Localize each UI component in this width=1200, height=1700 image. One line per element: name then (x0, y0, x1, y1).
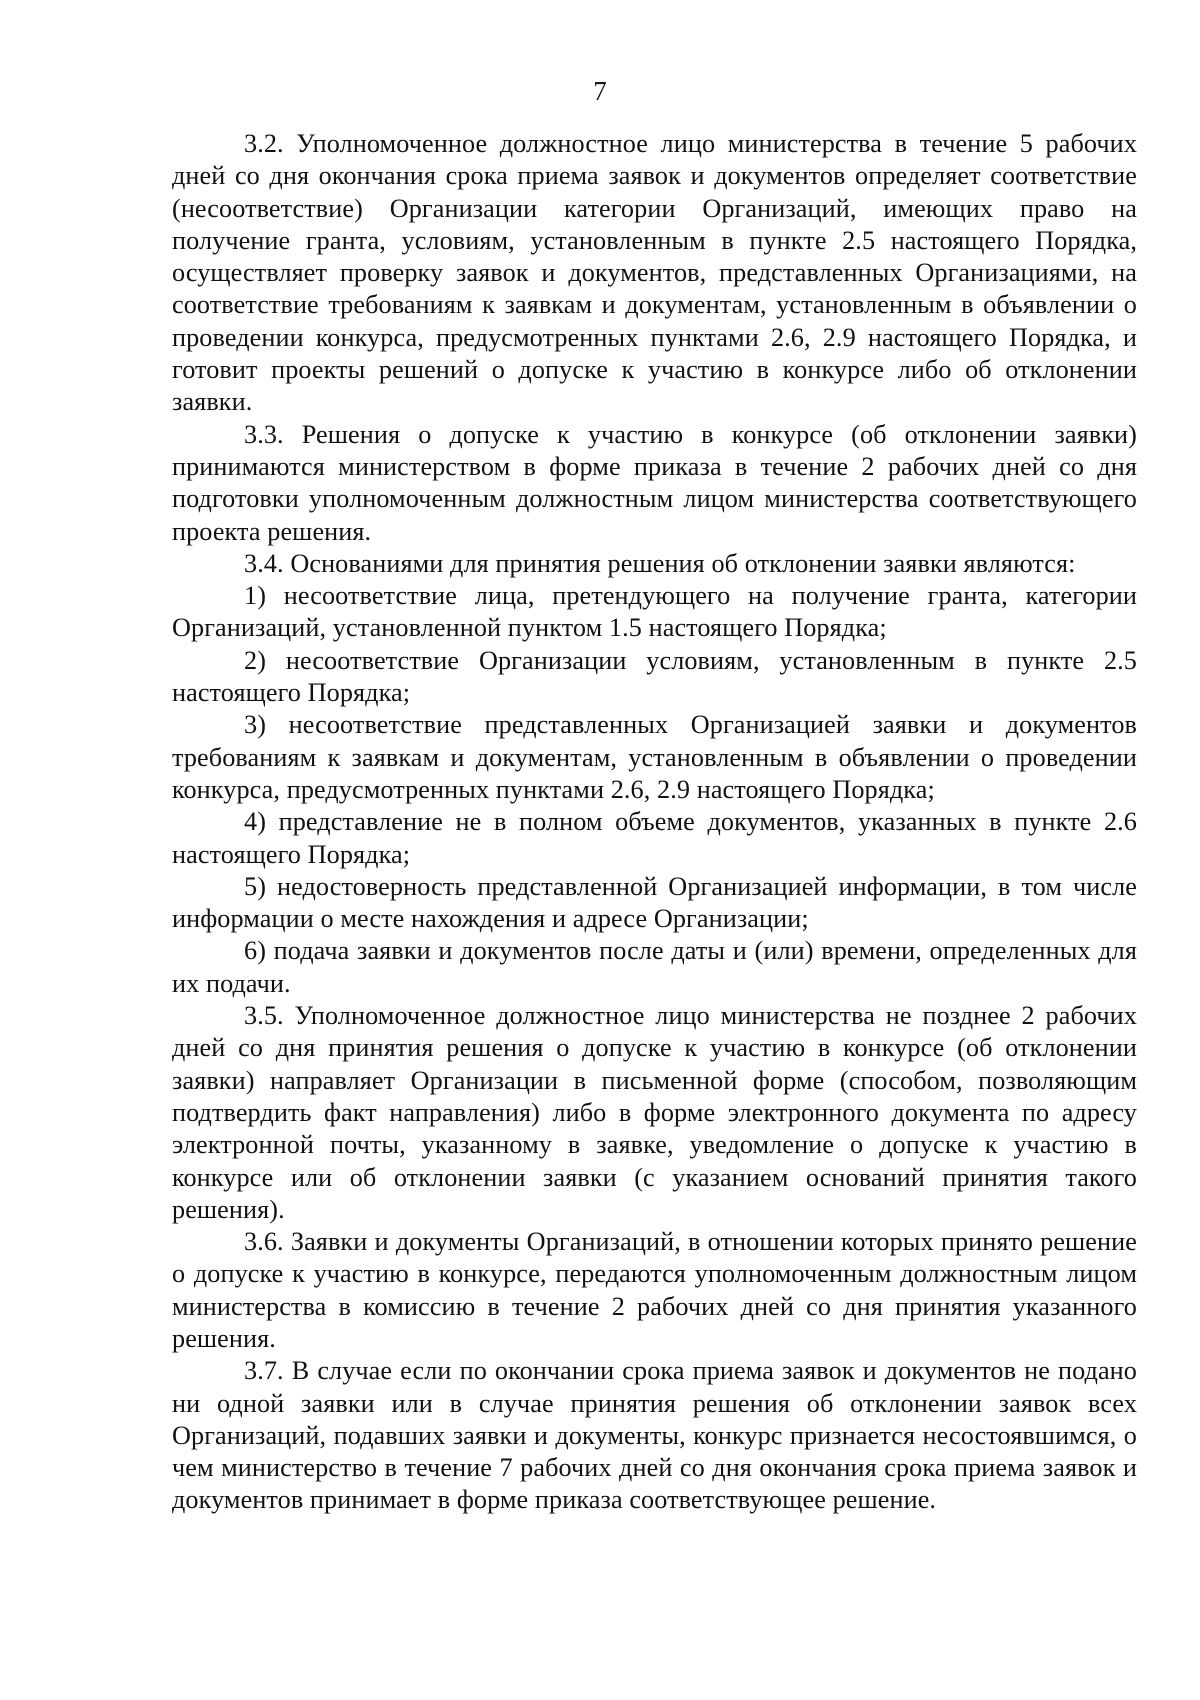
list-item-4: 4) представление не в полном объеме документов, указанных в пункте 2.6 настоящего Порядка; (172, 807, 1137, 869)
list-item-3: 3) несоответствие представленных Организацией заявки и документов требованиям к заявкам и документам, установленным в объявлении о проведении конкурса, предусмотренных пунктами 2.6, 2.9 настоящего Порядка; (172, 710, 1137, 804)
paragraph-3-3: 3.3. Решения о допуске к участию в конкурсе (об отклонении заявки) принимаются министерством в форме приказа в течение 2 рабочих дней со дня подготовки уполномоченным должностным лицом министерства соответствующего проекта решения. (172, 419, 1137, 546)
paragraph-3-4: 3.4. Основаниями для принятия решения об отклонении заявки являются: (244, 548, 1076, 578)
list-item-2: 2) несоответствие Организации условиям, установленным в пункте 2.5 настоящего Порядка; (172, 645, 1137, 708)
paragraph-3-5: 3.5. Уполномоченное должностное лицо министерства не позднее 2 рабочих дней со дня принятия решения о допуске к участию в конкурсе (об отклонении заявки) направляет Организации в письменной форме (способом, позволяющим подтвердить факт направления) либо в форме электронного документа по адресу электронной почты, указанному в заявке, уведомление о допуске к участию в конкурсе или об отклонении заявки (с указанием оснований принятия такого решения). (172, 1001, 1137, 1224)
list-item-5: 5) недостоверность представленной Организацией информации, в том числе информации о месте нахождения и адресе Организации; (172, 871, 1137, 934)
list-item-1: 1) несоответствие лица, претендующего на получение гранта, категории Организаций, установленной пунктом 1.5 настоящего Порядка; (172, 581, 1137, 643)
paragraph-3-7: 3.7. В случае если по окончании срока приема заявок и документов не подано ни одной заявки или в случае принятия решения об отклонении заявок всех Организаций, подавших заявки и документы, конкурс признается несостоявшимся, о чем министерство в течение 7 рабочих дней со дня окончания срока приема заявок и документов принимает в форме приказа соответствующее решение. (172, 1356, 1137, 1515)
paragraph-3-6: 3.6. Заявки и документы Организаций, в отношении которых принято решение о допуске к участию в конкурсе, передаются уполномоченным должностным лицом министерства в комиссию в течение 2 рабочих дней со дня принятия указанного решения. (172, 1227, 1137, 1353)
paragraph-3-2: 3.2. Уполномоченное должностное лицо министерства в течение 5 рабочих дней со дня окончания срока приема заявок и документов определяет соответствие (несоответствие) Организации категории Организаций, имеющих право на получение гранта, условиям, установленным в пункте 2.5 настоящего Порядка, осуществляет проверку заявок и документов, представленных Организациями, на соответствие требованиям к заявкам и документам, установленным в объявлении о проведении конкурса, предусмотренных пунктами 2.6, 2.9 настоящего Порядка, и готовит проекты решений о допуске к участию в конкурсе либо об отклонении заявки. (172, 129, 1137, 417)
page-number: 7 (593, 76, 607, 106)
list-item-6: 6) подача заявки и документов после даты и (или) времени, определенных для их подачи. (172, 936, 1137, 998)
document-body (172, 128, 1137, 1517)
